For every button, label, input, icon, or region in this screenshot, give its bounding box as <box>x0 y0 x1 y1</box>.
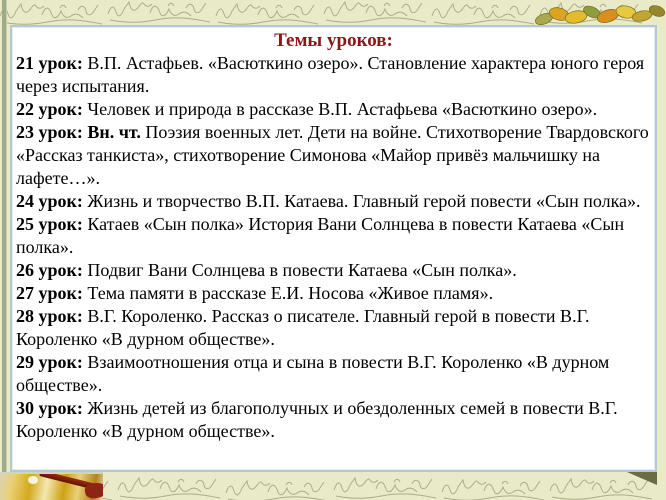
lesson-item <box>16 282 651 305</box>
lesson-text: Подвиг Вани Солнцева в повести Катаева «Сын полка». <box>82 260 517 280</box>
lesson-item <box>16 397 651 443</box>
lesson-number: 25 урок: <box>16 214 83 234</box>
lesson-text: Тема памяти в рассказе Е.И. Носова «Живое пламя». <box>82 283 494 303</box>
lesson-text: В.Г. Короленко. Рассказ о писателе. Главный герой в повести В.Г. Короленко «В дурном обществе». <box>16 306 594 349</box>
lesson-text: В.П. Астафьев. «Васюткино озеро». Становление характера юного героя через испытания. <box>16 53 649 96</box>
lesson-item <box>16 305 651 351</box>
lesson-text: Жизнь и творчество В.П. Катаева. Главный герой повести «Сын полка». <box>82 191 641 211</box>
lesson-item <box>16 121 654 190</box>
page-title: Темы уроков: <box>274 30 393 51</box>
lesson-item <box>16 52 651 98</box>
lesson-text: Человек и природа в рассказе В.П. Астафьева «Васюткино озеро». <box>82 99 598 119</box>
lesson-item <box>16 351 651 397</box>
lesson-number: 24 урок: <box>16 191 83 211</box>
content-panel <box>10 25 657 472</box>
highlight-glint <box>28 476 38 484</box>
lesson-number: 27 урок: <box>16 283 83 303</box>
lesson-number: 28 урок: <box>16 306 83 326</box>
lesson-text: Катаев «Сын полка» История Вани Солнцева в повести Катаева «Сын полка». <box>16 214 629 257</box>
lesson-text: Жизнь детей из благополучных и обездоленных семей в повести В.Г. Короленко «В дурном обществе». <box>16 398 623 441</box>
left-frame-line <box>2 0 7 500</box>
pen-photo-thumbnail <box>0 472 103 500</box>
autumn-leaves-icon <box>534 0 666 26</box>
lesson-item <box>16 98 651 121</box>
lesson-number: 21 урок: <box>16 53 83 73</box>
lesson-number: 29 урок: <box>16 352 83 372</box>
lesson-number: 30 урок: <box>16 398 83 418</box>
folded-corner-icon <box>627 472 657 485</box>
lesson-text: Поэзия военных лет. Дети на войне. Стихотворение Твардовского «Рассказ танкиста», стихотворение Симонова «Майор привёз мальчишку на лафете…». <box>16 122 654 188</box>
lesson-number: 23 урок: <box>16 122 83 142</box>
lesson-item <box>16 213 651 259</box>
lesson-item <box>16 190 651 213</box>
lesson-bold-note: Вн. чт. <box>82 122 141 142</box>
lesson-item <box>16 259 651 282</box>
lesson-number: 26 урок: <box>16 260 83 280</box>
lesson-number: 22 урок: <box>16 99 83 119</box>
lesson-text: Взаимоотношения отца и сына в повести В.Г. Короленко «В дурном обществе». <box>16 352 614 395</box>
